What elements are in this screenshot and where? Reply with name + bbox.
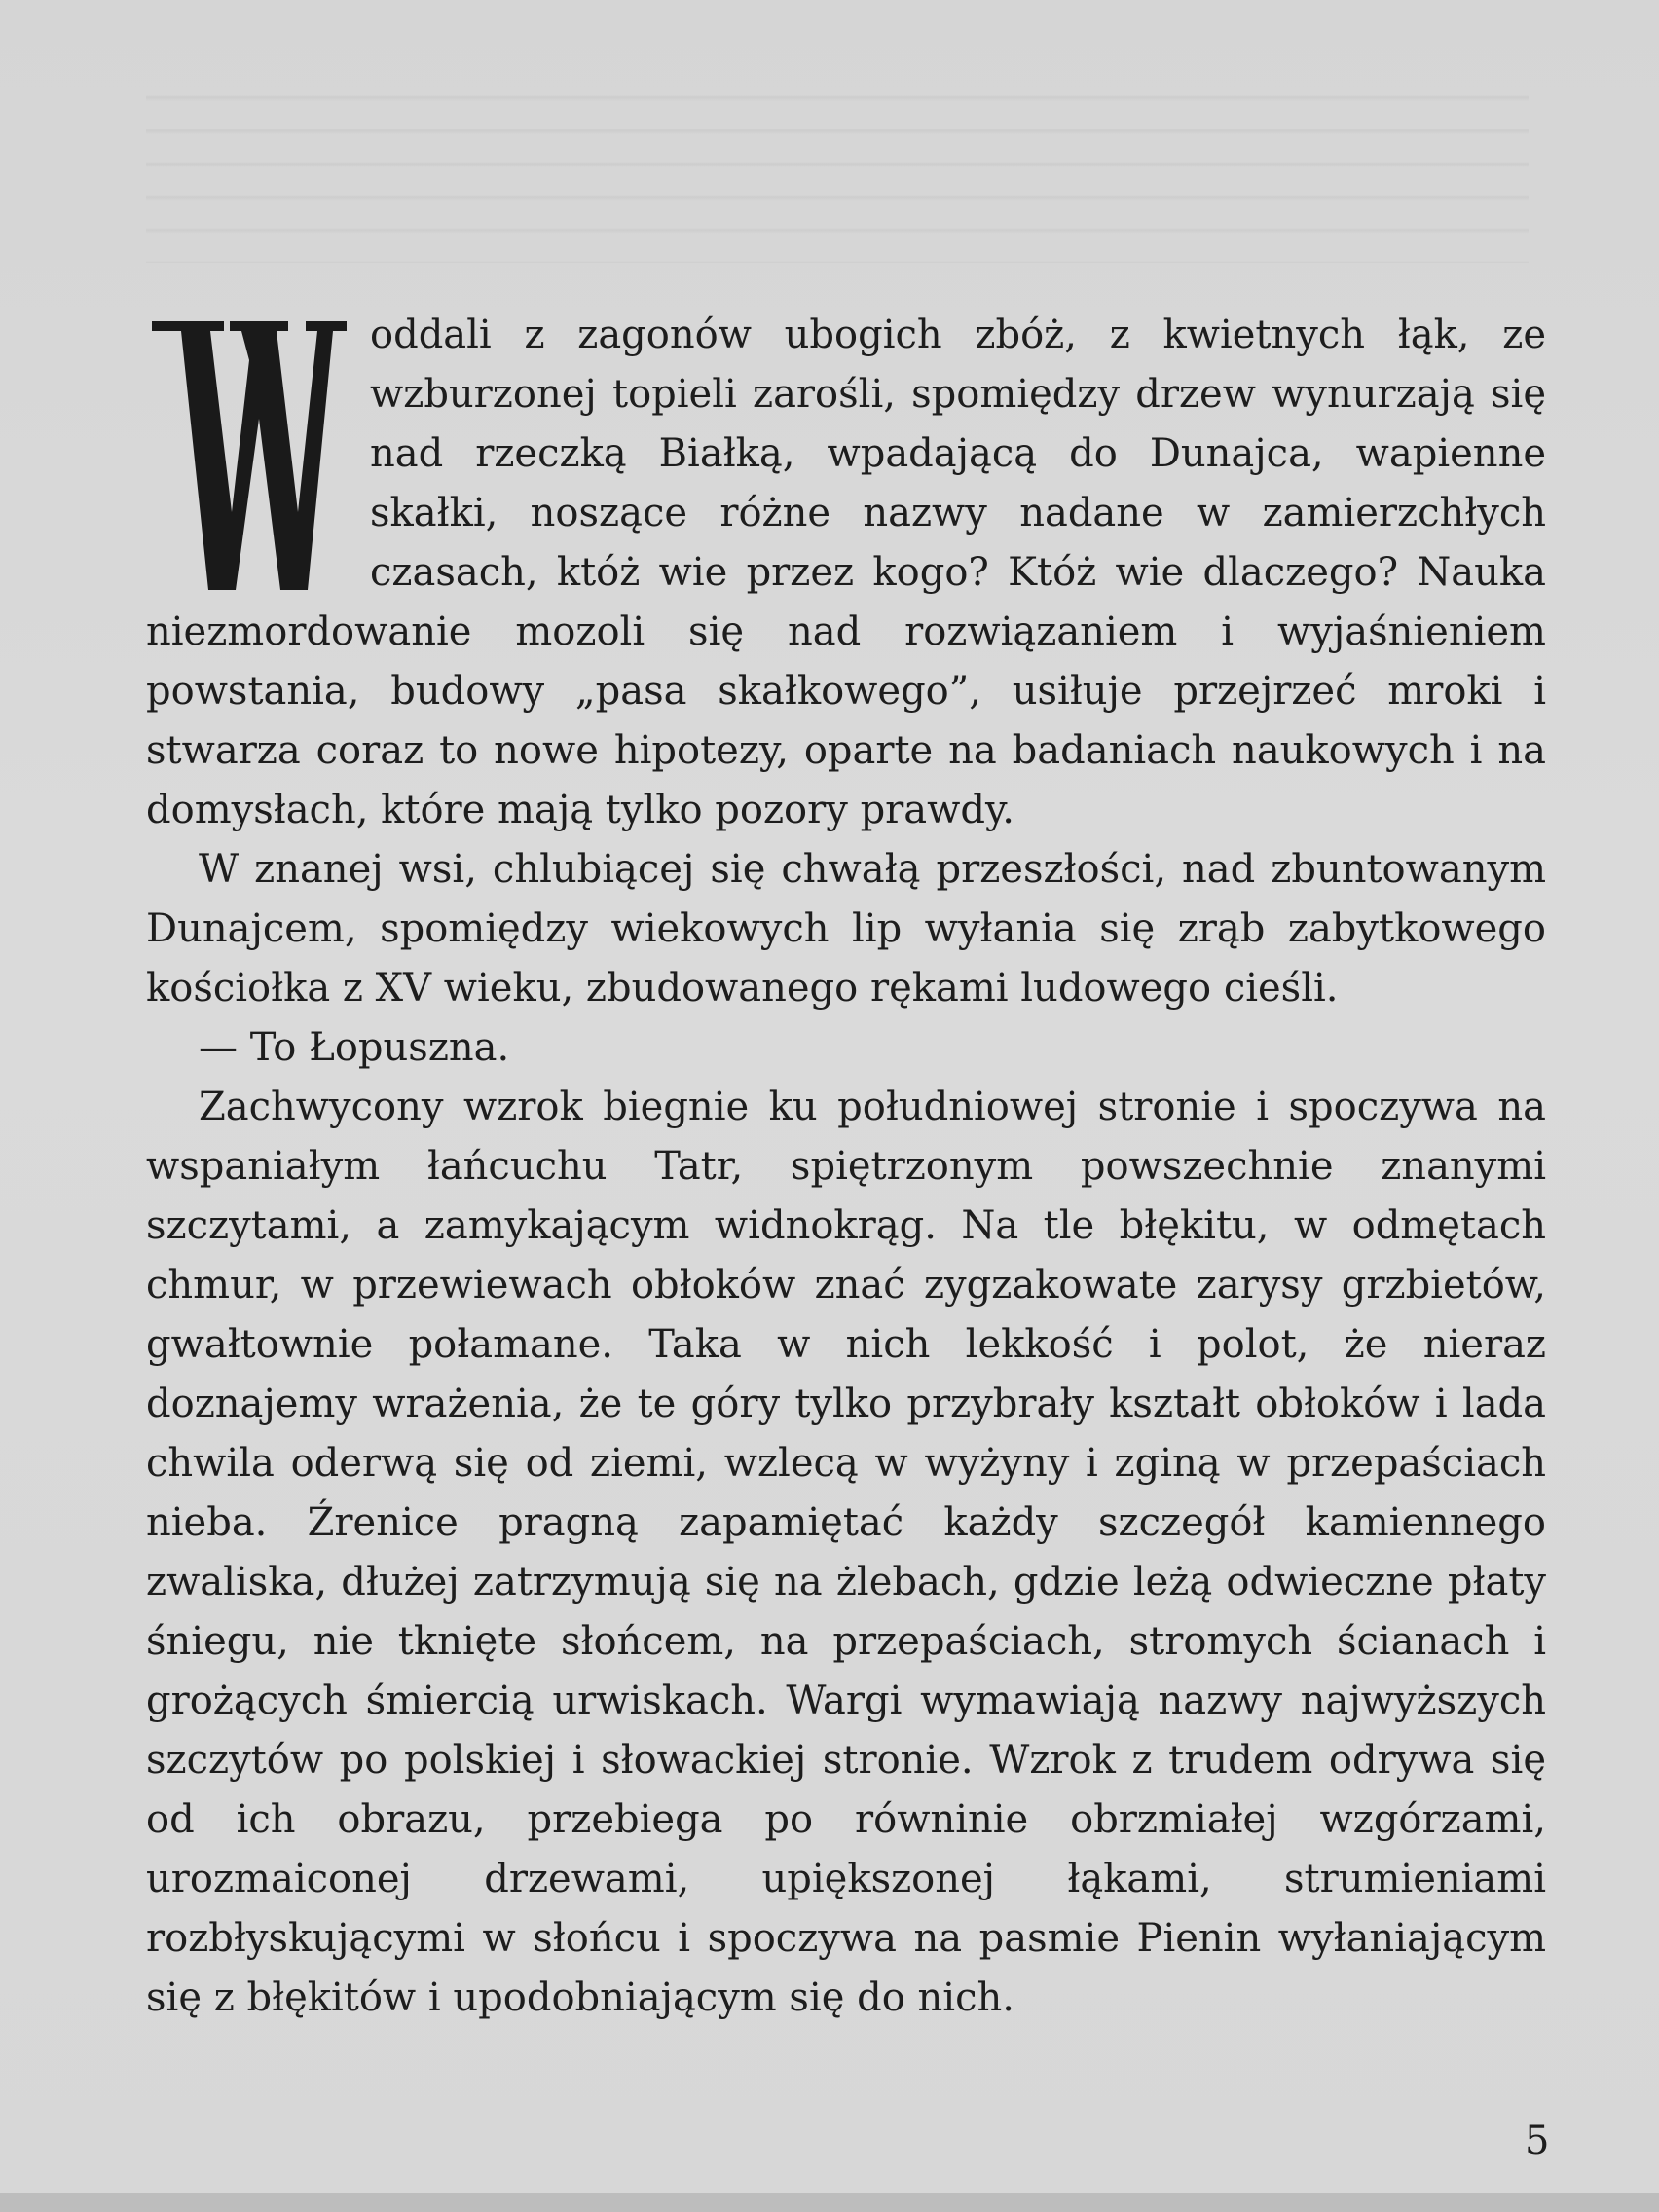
paragraph-4: Zachwycony wzrok biegnie ku południowej stronie i spoczywa na wspaniałym łańcuchu Tatr, spiętrzonym powszechnie znanymi szczytami, a zamykającym widnokrąg. Na tle błękitu, w odmętach chmur, w przewiewach obłoków znać zygzakowate zarysy grzbietów, gwałtownie połamane. Taka w nich lekkość i polot, że nieraz doznajemy wrażenia, że te góry tylko przybrały kształt obłoków i lada chwila oderwą się od ziemi, wzlecą w wyżyny i zginą w przepaściach nieba. Źrenice pragną zapamiętać każdy szczegół kamiennego zwaliska, dłużej zatrzymują się na żlebach, gdzie leżą odwieczne płaty śniegu, nie tknięte słońcem, na przepaściach, stromych ścianach i grożących śmiercią urwiskach. Wargi wymawiają nazwy najwyższych szczytów po polskiej i słowackiej stronie. Wzrok z trudem odrywa się od ich obrazu, przebiega po równinie obrzmiałej wzgórzami, urozmaiconej drzewami, upiększonej łąkami, strumieniami rozbłyskującymi w słońcu i spoczywa na pasmie Pienin wyłaniającym się z błękitów i upodobniającym się do nich.	[146, 1085, 1546, 2020]
paragraph-2: W znanej wsi, chlubiącej się chwałą przeszłości, nad zbuntowanym Dunajcem, spomiędzy wiekowych lip wyłania się zrąb zabytkowego kościołka z XV wieku, zbudowanego rękami ludowego cieśli.	[146, 847, 1546, 1011]
show-through-text	[146, 68, 1529, 263]
page-number: 5	[1525, 2119, 1550, 2163]
paragraph-3: — To Łopuszna.	[199, 1025, 510, 1070]
scan-edge	[0, 2193, 1659, 2212]
body-text	[146, 306, 1546, 2028]
paragraph-1: oddali z zagonów ubogich zbóż, z kwietnych łąk, ze wzburzonej topieli zarośli, spomiędzy drzew wynurzają się nad rzeczką Białką, wpadającą do Dunajca, wapienne skałki, noszące różne nazwy nadane w zamierzchłych czasach, któż wie przez kogo? Któż wie dlaczego? Nauka niezmordowanie mozoli się nad rozwiązaniem i wyjaśnieniem powstania, budowy „pasa skałkowego”, usiłuje przejrzeć mroki i stwarza coraz to nowe hipotezy, oparte na badaniach naukowych i na domysłach, które mają tylko pozory prawdy.	[146, 313, 1546, 832]
dropcap-w-glyph	[152, 321, 347, 590]
dropcap	[152, 321, 347, 590]
